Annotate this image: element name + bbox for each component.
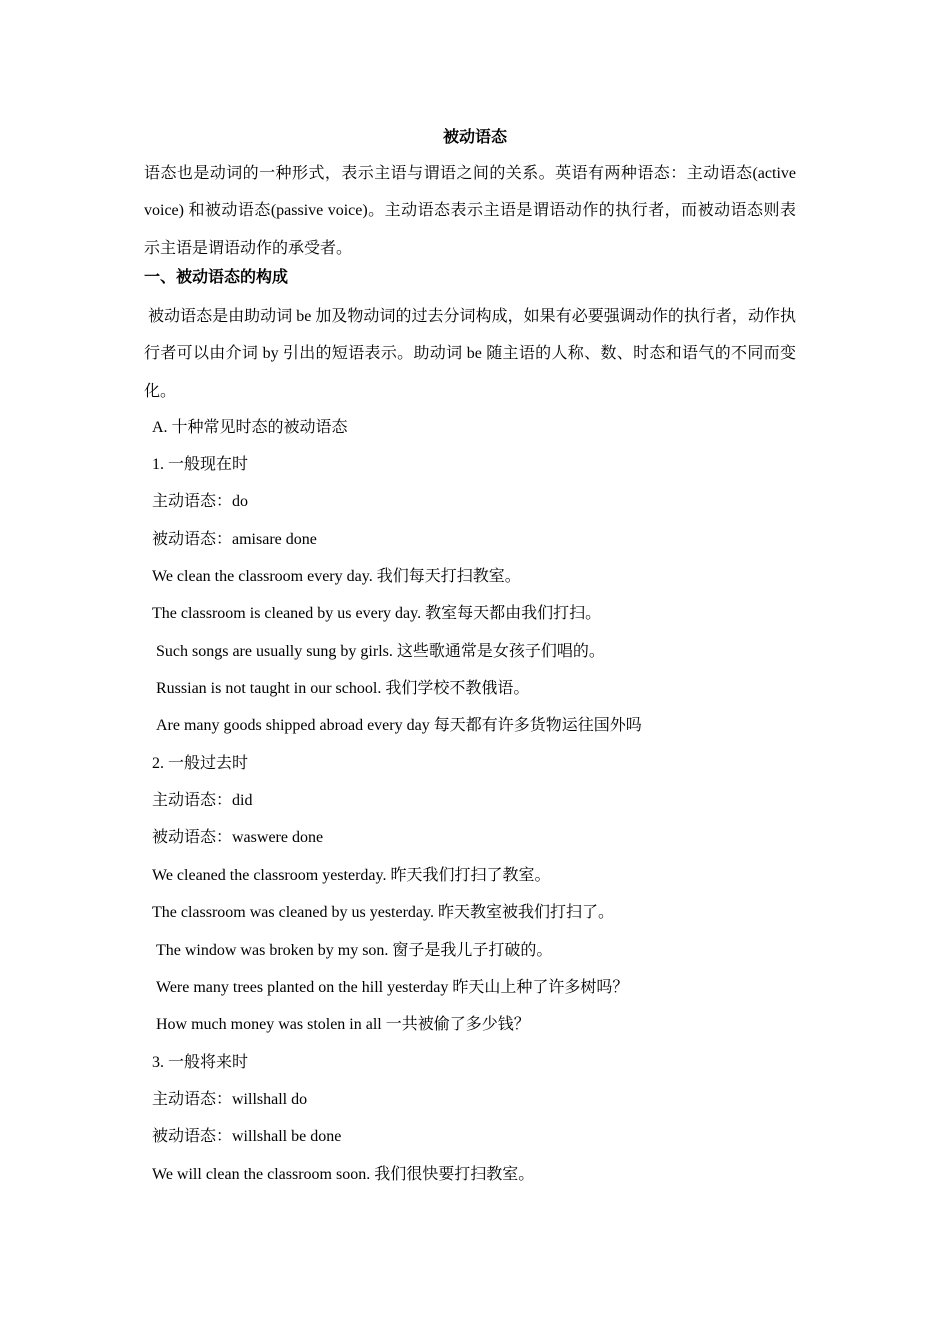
example-sentence: Were many trees planted on the hill yesterday 昨天山上种了许多树吗？ (156, 979, 629, 996)
example-sentence: The classroom is cleaned by us every day. 教室每天都由我们打扫。 (152, 605, 602, 622)
tense-heading: 2. 一般过去时 (152, 755, 249, 772)
passive-form-line: 被动语态：willshall be done (152, 1128, 342, 1145)
example-sentence: We will clean the classroom soon. 我们很快要打扫教室。 (152, 1166, 535, 1183)
example-sentence: We cleaned the classroom yesterday. 昨天我们打扫了教室。 (152, 867, 551, 884)
intro-paragraph: 语态也是动词的一种形式，表示主语与谓语之间的关系。英语有两种语态：主动语态(active voice) 和被动语态(passive voice)。主动语态表示主语是谓语动作的执行者，而被动语态则表示主语是谓语动作的承受者。 (144, 165, 796, 257)
example-sentence: We clean the classroom every day. 我们每天打扫教室。 (152, 568, 521, 585)
example-sentence: Such songs are usually sung by girls. 这些歌通常是女孩子们唱的。 (156, 643, 605, 660)
example-sentence: Russian is not taught in our school. 我们学校不教俄语。 (156, 680, 530, 697)
active-form-line: 主动语态：willshall do (152, 1091, 308, 1108)
tense-heading: 1. 一般现在时 (152, 456, 249, 473)
document-title: 被动语态 (442, 129, 507, 146)
active-form-line: 主动语态：did (152, 792, 253, 809)
subsection-heading: A. 十种常见时态的被动语态 (152, 419, 348, 436)
example-sentence: How much money was stolen in all 一共被偷了多少钱？ (156, 1016, 530, 1033)
section-heading: 一、被动语态的构成 (144, 269, 289, 286)
passive-form-line: 被动语态：amisare done (152, 531, 317, 548)
example-sentence: Are many goods shipped abroad every day 每天都有许多货物运往国外吗 (156, 717, 642, 734)
section-paragraph: 被动语态是由助动词 be 加及物动词的过去分词构成，如果有必要强调动作的执行者，动作执行者可以由介词 by 引出的短语表示。助动词 be 随主语的人称、数、时态和语气的不同而变化。 (144, 308, 796, 400)
passive-form-line: 被动语态：waswere done (152, 829, 324, 846)
example-sentence: The classroom was cleaned by us yesterday. 昨天教室被我们打扫了。 (152, 904, 614, 921)
tense-heading: 3. 一般将来时 (152, 1054, 249, 1071)
example-sentence: The window was broken by my son. 窗子是我儿子打破的。 (156, 942, 553, 959)
active-form-line: 主动语态：do (152, 493, 249, 510)
